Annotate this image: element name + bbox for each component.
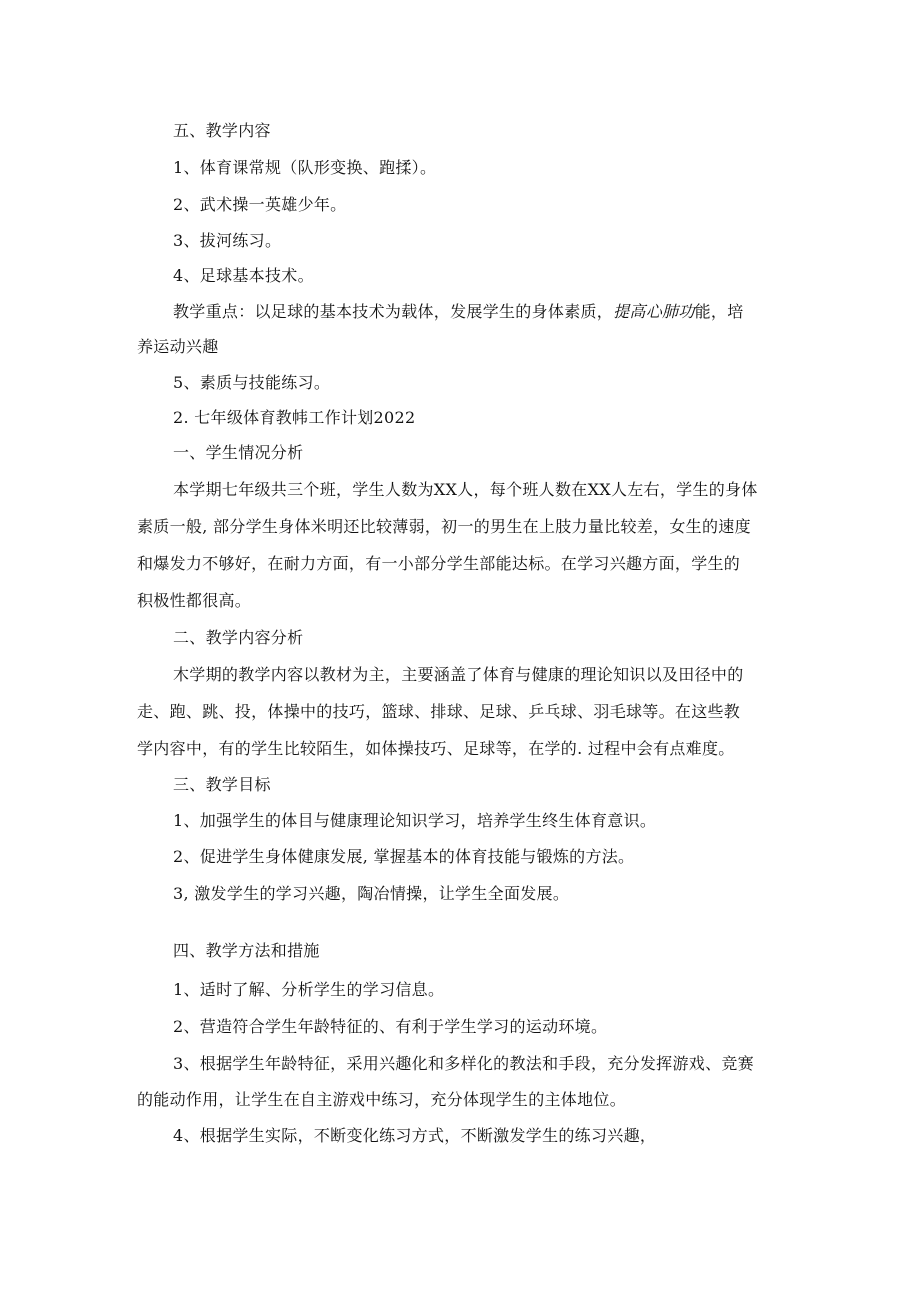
paragraph-line: 学内容中，有的学生比较陌生，如体操技巧、足球等，在学的. 过程中会有点难度。 xyxy=(137,739,735,758)
list-item: 3, 激发学生的学习兴趣，陶冶情操，让学生全面发展。 xyxy=(173,884,570,903)
list-item: 4、根据学生实际，不断变化练习方式，不断激发学生的练习兴趣， xyxy=(173,1126,657,1145)
paragraph-line: 本学期七年级共三个班，学生人数为XX人，每个班人数在XX人左右，学生的身体 xyxy=(173,480,758,499)
paragraph-line: 走、跑、跳、投，体操中的技巧，篮球、排球、足球、乒乓球、羽毛球等。在这些教 xyxy=(137,702,741,721)
paragraph-line: 木学期的教学内容以教材为主，主要涵盖了体育与健康的理论知识以及田径中的 xyxy=(173,665,744,684)
list-item: 1、体育课常规（队形变换、跑揉）。 xyxy=(173,158,437,177)
teaching-focus-emphasis: 提高心肺功 xyxy=(613,302,695,321)
section-heading-teaching-goals: 三、教学目标 xyxy=(173,775,271,794)
teaching-focus-paragraph xyxy=(173,302,744,322)
section-heading-teaching-content: 五、教学内容 xyxy=(173,121,271,140)
section-heading-content-analysis: 二、教学内容分析 xyxy=(173,628,304,647)
list-item: 2、武术操一英雄少年。 xyxy=(173,195,347,214)
teaching-focus-continuation: 养运动兴趣 xyxy=(137,337,219,356)
list-item: 3、根据学生年龄特征，采用兴趣化和多样化的教法和手段，充分发挥游戏、竞赛 xyxy=(173,1054,754,1073)
plan-title: 2. 七年级体育教帏工作计划2022 xyxy=(173,408,416,427)
list-item: 1、加强学生的体目与健康理论知识学习，培养学生终生体育意识。 xyxy=(173,811,657,830)
list-item-continuation: 的能动作用，让学生在自主游戏中练习，充分体现学生的主体地位。 xyxy=(137,1090,627,1109)
list-item: 3、拔河练习。 xyxy=(173,231,282,250)
paragraph-line: 和爆发力不够好，在耐力方面，有一小部分学生部能达标。在学习兴趣方面，学生的 xyxy=(137,554,741,573)
teaching-focus-text: 教学重点：以足球的基本技术为载体，发展学生的身体素质， xyxy=(173,302,614,321)
paragraph-line: 素质一般, 部分学生身体米明还比较薄弱，初一的男生在上肢力量比较差，女生的速度 xyxy=(137,517,751,536)
list-item: 5、素质与技能练习。 xyxy=(173,373,331,392)
section-heading-teaching-methods: 四、教学方法和措施 xyxy=(173,941,320,960)
list-item: 2、营造符合学生年龄特征的、有利于学生学习的运动环境。 xyxy=(173,1017,608,1036)
paragraph-line: 积极性都很高。 xyxy=(137,591,252,610)
section-heading-student-analysis: 一、学生情况分析 xyxy=(173,443,304,462)
list-item: 4、足球基本技术。 xyxy=(173,266,314,285)
list-item: 2、促进学生身体健康发展, 掌握基本的体育技能与锻炼的方法。 xyxy=(173,847,635,866)
teaching-focus-text-end: 能，培 xyxy=(694,302,744,321)
list-item: 1、适时了解、分析学生的学习信息。 xyxy=(173,980,445,999)
